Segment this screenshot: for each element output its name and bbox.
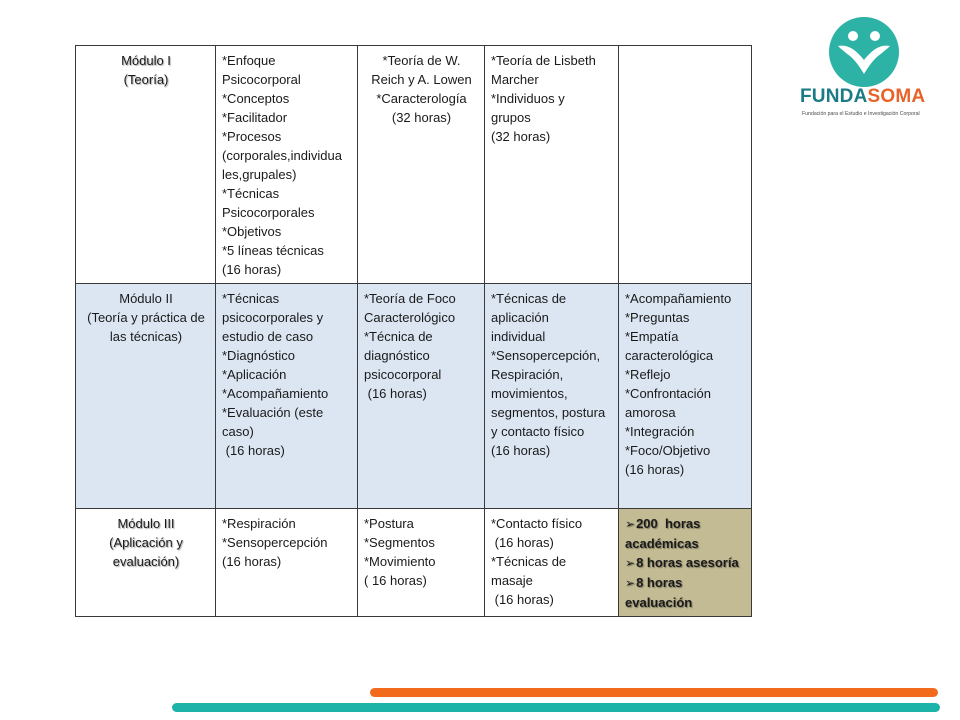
summary-text: 8 horas asesoría <box>636 555 739 570</box>
summary-item-advisory-hours <box>625 553 746 573</box>
module-subtitle: (Aplicación y <box>109 535 183 550</box>
topic-line: *Objetivos <box>222 224 282 239</box>
topic-line: *5 líneas técnicas <box>222 243 324 258</box>
topic-line: caracterológica <box>625 348 714 363</box>
topic-line: psicocorporal <box>364 367 442 382</box>
module-1-topic-cell-1 <box>216 46 358 284</box>
module-2-topic-cell-1 <box>216 284 358 509</box>
topic-line: amorosa <box>625 405 676 420</box>
topic-hours: (16 horas) <box>222 262 282 277</box>
arrow-bullet-icon: ➢ <box>625 576 636 590</box>
topic-line: *Confrontación <box>625 386 711 401</box>
module-2-topic-cell-4 <box>619 284 752 509</box>
topic-hours: (16 horas) <box>625 462 685 477</box>
topic-line: Psicocorporal <box>222 72 301 87</box>
two-figures-heart-icon <box>828 16 900 88</box>
topic-line: *Respiración <box>222 516 296 531</box>
topic-line: *Técnicas de <box>491 554 567 569</box>
summary-text: 200 horas académicas <box>625 516 705 551</box>
topic-line: *Contacto físico <box>491 516 583 531</box>
topic-hours: (32 horas) <box>391 110 452 125</box>
logo-tagline: Fundación para el Estudio e Investigación Corporal <box>802 111 920 117</box>
summary-item-evaluation-hours <box>625 573 746 612</box>
topic-hours: (16 horas) <box>491 443 551 458</box>
topic-line: estudio de caso <box>222 329 314 344</box>
topic-line: individual <box>491 329 546 344</box>
topic-line: Marcher <box>491 72 539 87</box>
topic-line: (corporales,individua <box>222 148 342 163</box>
arrow-bullet-icon: ➢ <box>625 517 636 531</box>
topic-line: *Técnicas <box>222 186 280 201</box>
decorative-bar-orange <box>370 688 938 697</box>
topic-line: segmentos, postura <box>491 405 606 420</box>
topic-hours: (16 horas) <box>491 535 554 550</box>
topic-line: Caracterológico <box>364 310 456 325</box>
topic-line: *Enfoque <box>222 53 276 68</box>
topic-line: *Sensopercepción <box>222 535 328 550</box>
topic-line: grupos <box>491 110 531 125</box>
topic-line: *Técnicas de <box>491 291 567 306</box>
module-title: Módulo II <box>119 291 173 306</box>
topic-line: *Postura <box>364 516 414 531</box>
topic-line: Respiración, <box>491 367 564 382</box>
curriculum-table <box>75 45 752 617</box>
topic-line: *Reflejo <box>625 367 671 382</box>
module-1-topic-cell-2 <box>358 46 485 284</box>
topic-line: *Individuos y <box>491 91 565 106</box>
summary-item-academic-hours <box>625 514 746 553</box>
module-subtitle: evaluación) <box>112 554 180 569</box>
module-subtitle: las técnicas) <box>109 329 183 344</box>
topic-line: aplicación <box>491 310 549 325</box>
topic-line: *Sensopercepción, <box>491 348 601 363</box>
topic-line: *Movimiento <box>364 554 436 569</box>
module-1-empty-cell <box>619 46 752 284</box>
module-2-title-cell <box>76 284 216 509</box>
module-2-topic-cell-3 <box>485 284 619 509</box>
topic-line: *Técnica de <box>364 329 433 344</box>
topic-line: *Teoría de Foco <box>364 291 456 306</box>
topic-line: les,grupales) <box>222 167 297 182</box>
module-3-title-cell <box>76 509 216 617</box>
module-3-topic-cell-2 <box>358 509 485 617</box>
decorative-bar-teal <box>172 703 940 712</box>
logo-word-part1: FUNDA <box>800 86 868 107</box>
topic-line: *Técnicas <box>222 291 280 306</box>
topic-line: y contacto físico <box>491 424 585 439</box>
module-title: Módulo III <box>117 516 175 531</box>
module-subtitle: (Teoría) <box>123 72 169 87</box>
topic-line: masaje <box>491 573 533 588</box>
topic-line: *Conceptos <box>222 91 290 106</box>
topic-line: *Caracterología <box>376 91 467 106</box>
topic-line: caso) <box>222 424 254 439</box>
module-3-topic-cell-3 <box>485 509 619 617</box>
summary-text: 8 horas evaluación <box>625 575 693 610</box>
module-3-topic-cell-1 <box>216 509 358 617</box>
topic-line: *Teoría de W. <box>382 53 461 68</box>
topic-line: *Diagnóstico <box>222 348 295 363</box>
topic-line: *Foco/Objetivo <box>625 443 711 458</box>
table-row-module-3 <box>76 509 752 617</box>
topic-line: *Aplicación <box>222 367 287 382</box>
topic-hours: (16 horas) <box>222 554 282 569</box>
module-1-topic-cell-3 <box>485 46 619 284</box>
fundasoma-logo <box>800 16 935 130</box>
logo-word-part2: SOMA <box>867 86 926 107</box>
topic-line: diagnóstico <box>364 348 430 363</box>
topic-line: *Facilitador <box>222 110 288 125</box>
topic-hours: (16 horas) <box>491 592 554 607</box>
topic-line: *Acompañamiento <box>222 386 329 401</box>
module-2-topic-cell-2 <box>358 284 485 509</box>
topic-line: movimientos, <box>491 386 568 401</box>
hours-summary-cell <box>619 509 752 617</box>
logo-wordmark <box>800 86 935 108</box>
topic-line: psicocorporales y <box>222 310 324 325</box>
topic-line: *Integración <box>625 424 695 439</box>
topic-line: *Evaluación (este <box>222 405 324 420</box>
module-subtitle: (Teoría y práctica de <box>87 310 205 325</box>
topic-line: *Segmentos <box>364 535 435 550</box>
module-title: Módulo I <box>121 53 171 68</box>
topic-line: *Empatía <box>625 329 679 344</box>
topic-hours: (32 horas) <box>491 129 551 144</box>
topic-hours: ( 16 horas) <box>364 573 427 588</box>
topic-hours: (16 horas) <box>364 386 427 401</box>
topic-line: Psicocorporales <box>222 205 315 220</box>
topic-hours: (16 horas) <box>222 443 285 458</box>
module-1-title-cell <box>76 46 216 284</box>
table-row-module-2 <box>76 284 752 509</box>
topic-line: Reich y A. Lowen <box>371 72 472 87</box>
topic-line: *Preguntas <box>625 310 690 325</box>
topic-line: *Procesos <box>222 129 282 144</box>
topic-line: *Acompañamiento <box>625 291 732 306</box>
topic-line: *Teoría de Lisbeth <box>491 53 596 68</box>
arrow-bullet-icon: ➢ <box>625 556 636 570</box>
table-row-module-1 <box>76 46 752 284</box>
